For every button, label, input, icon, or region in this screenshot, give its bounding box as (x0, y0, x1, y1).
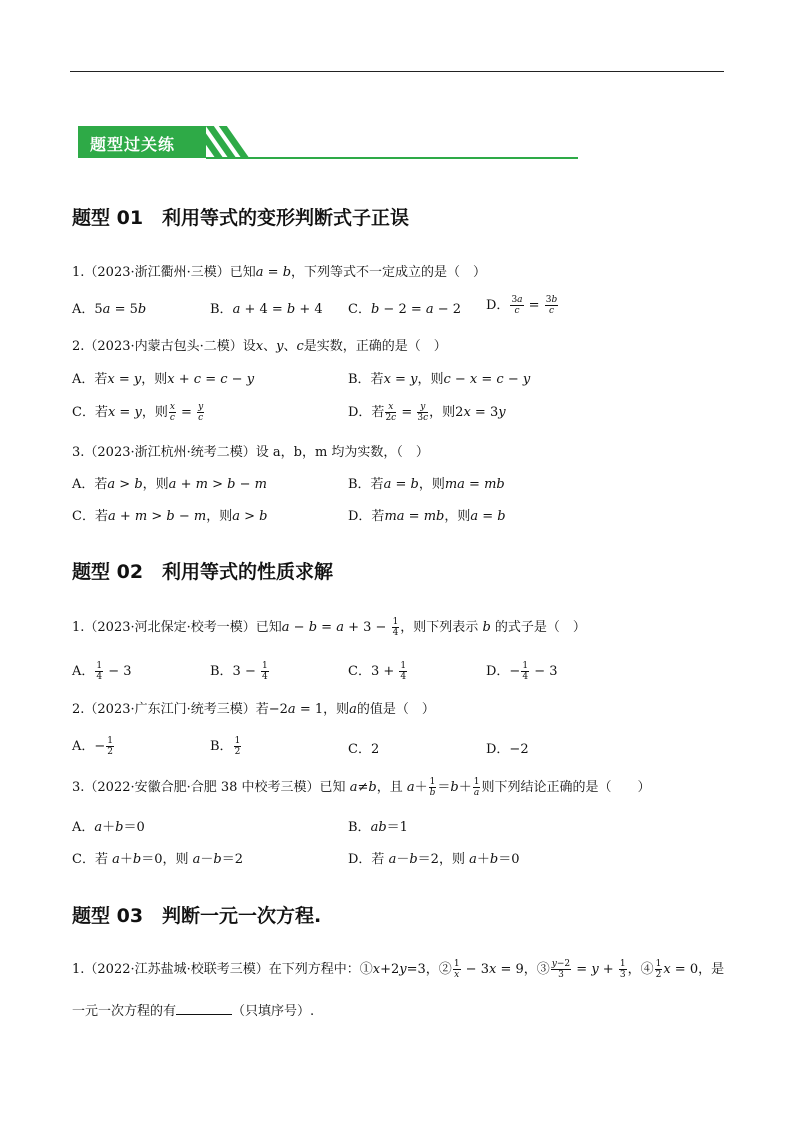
option-a: A．− $\frac{1}{2}$ (72, 736, 114, 757)
option-c: C．若x = y，则 $\frac{x}{c}$ = $\frac{y}{c}$ (72, 402, 204, 423)
question-stem: 2.（2023·内蒙古包头·二模）设x、y、c是实数，正确的是（ ） (72, 339, 447, 354)
option-d: D．− $\frac{1}{4}$ − 3 (486, 661, 558, 682)
question-stem-continuation: 一元一次方程的有 （只填序号）. (72, 1004, 315, 1019)
answer-blank[interactable] (176, 1002, 232, 1015)
question-stem: 3.（2022·安徽合肥·合肥 38 中校考三模）已知 a≠b，且 a＋ $\frac{1}{b}$ ＝b＋ $\frac{1}{a}$ 则下列结论正确的是（ ） (72, 777, 651, 798)
section-title: 题型 02 利用等式的性质求解 (72, 561, 334, 583)
section-banner (78, 126, 580, 160)
option-d: D． $\frac{3a}{c}$ = $\frac{3b}{c}$ (486, 295, 558, 316)
option-a: A． $\frac{1}{4}$ − 3 (72, 661, 132, 682)
option-c: C．若a + m > b − m，则a > b (72, 509, 268, 524)
option-b: B． $\frac{1}{2}$ (210, 736, 241, 757)
option-d: D．若 a－b＝2，则 a＋b＝0 (348, 852, 520, 867)
option-d: D．若ma = mb，则a = b (348, 509, 506, 524)
header-rule (70, 71, 724, 72)
question-stem: 1.（2023·河北保定·校考一模）已知a − b = a + 3 − $\frac{1}{4}$ ，则下列表示 b 的式子是（ ） (72, 617, 586, 638)
option-b: B．若x = y，则c − x = c − y (348, 372, 531, 387)
option-b: B．ab＝1 (348, 820, 408, 835)
question-stem: 2.（2023·广东江门·统考三模）若−2a = 1，则a的值是（ ） (72, 702, 435, 717)
option-a: A．a＋b＝0 (72, 820, 145, 835)
option-a: A．若x = y，则x + c = c − y (72, 372, 255, 387)
option-c: C．2 (348, 742, 380, 757)
option-b: B．3 − $\frac{1}{4}$ (210, 661, 268, 682)
option-b: B．若a = b，则ma = mb (348, 477, 505, 492)
banner-label: 题型过关练 (90, 135, 176, 154)
question-stem: 3.（2023·浙江杭州·统考二模）设 a，b，m 均为实数，（ ） (72, 445, 429, 460)
option-c: C．3 + $\frac{1}{4}$ (348, 661, 407, 682)
option-b: B．a + 4 = b + 4 (210, 302, 323, 317)
question-stem: 1.（2022·江苏盐城·校联考三模）在下列方程中：①x+2y=3，② $\frac{1}{x}$ − 3x = 9，③ $\frac{y-2}{3}$ = y + $\frac{1}{3}$ ，④ $\frac{1}{2}$ x = 0，是 (72, 959, 725, 980)
option-d: D．−2 (486, 742, 529, 757)
option-c: C．b − 2 = a − 2 (348, 302, 462, 317)
option-a: A．若a > b，则a + m > b − m (72, 477, 267, 492)
option-c: C．若 a＋b＝0，则 a－b＝2 (72, 852, 243, 867)
banner-box (78, 126, 206, 158)
option-d: D．若 $\frac{x}{2c}$ = $\frac{y}{3c}$ ，则2x = 3y (348, 402, 506, 423)
banner-underline (206, 157, 578, 159)
section-title: 题型 03 判断一元一次方程. (72, 905, 322, 927)
option-a: A．5a = 5b (72, 302, 147, 317)
section-title: 题型 01 利用等式的变形判断式子正误 (72, 207, 410, 229)
question-stem: 1.（2023·浙江衢州·三模）已知a = b，下列等式不一定成立的是（ ） (72, 265, 487, 280)
